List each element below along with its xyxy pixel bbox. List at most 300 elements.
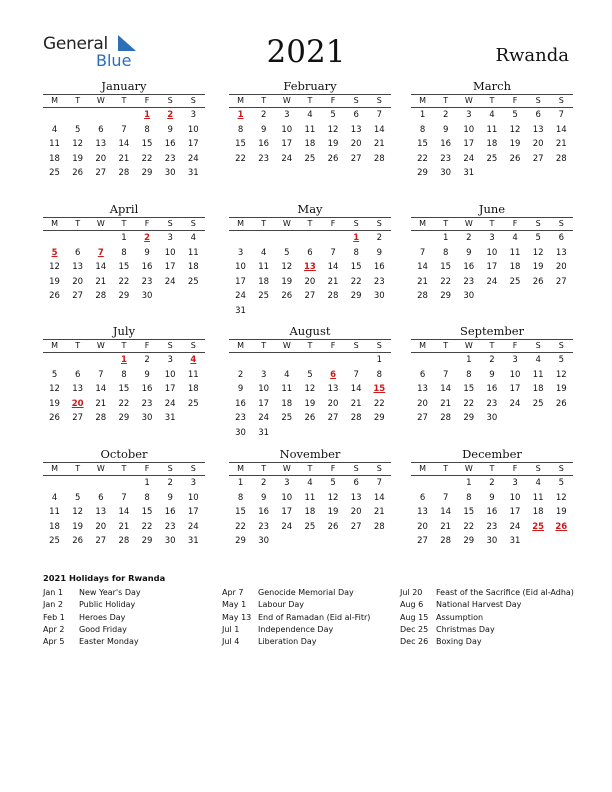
empty-cell — [298, 231, 321, 246]
day-cell: 28 — [373, 153, 385, 164]
holiday-item — [43, 612, 217, 624]
day-cell: 19 — [327, 507, 339, 518]
day-cell: 25 — [187, 276, 199, 287]
weekday-label: T — [75, 341, 81, 350]
holiday-date: Jul 20 — [400, 588, 423, 597]
day-cell: 18 — [49, 153, 60, 164]
day-cell: 3 — [284, 110, 290, 120]
day-cell: 25 — [532, 398, 544, 409]
day-cell: 1 — [419, 110, 426, 120]
weekday-header — [229, 339, 391, 353]
empty-cell — [229, 231, 252, 246]
day-cell: 27 — [95, 536, 107, 547]
holiday-date: Apr 2 — [43, 624, 65, 634]
holiday-date: May 13 — [222, 612, 252, 622]
day-cell: 4 — [260, 247, 267, 258]
day-cell: 19 — [555, 507, 567, 518]
weekday-label: S — [190, 96, 196, 105]
weekday-label: F — [512, 341, 518, 350]
day-cell: 29 — [118, 413, 130, 424]
day-cell: 9 — [466, 247, 472, 258]
weekday-label: T — [443, 464, 449, 473]
day-cell: 16 — [164, 139, 176, 150]
empty-cell — [411, 476, 434, 491]
day-cell: 17 — [509, 384, 521, 395]
day-cell: 21 — [440, 398, 452, 409]
day-cell: 17 — [463, 139, 475, 150]
day-cell: 21 — [95, 276, 107, 287]
day-cell: 24 — [509, 398, 521, 409]
day-cell: 29 — [463, 413, 475, 424]
day-cell: 18 — [187, 262, 199, 273]
day-cell: 14 — [440, 507, 452, 518]
holiday-date: Feb 1 — [43, 612, 65, 622]
day-cell: 5 — [558, 478, 565, 488]
day-cell: 3 — [466, 110, 472, 120]
weekday-label: T — [307, 341, 313, 350]
holiday-name: Assumption — [436, 612, 484, 622]
day-cell: 22 — [118, 276, 130, 287]
day-cell: 7 — [121, 124, 127, 135]
day-cell: 25 — [49, 168, 60, 179]
day-cell: 17 — [187, 139, 199, 150]
day-cell: 8 — [237, 124, 244, 135]
weekday-label: T — [121, 219, 127, 228]
day-cell: 8 — [419, 124, 426, 135]
day-cell: 12 — [72, 507, 84, 518]
holiday-item — [222, 612, 396, 624]
day-cell: 29 — [141, 536, 153, 547]
day-cell: 13 — [350, 124, 362, 135]
day-cell: 15 — [463, 384, 475, 395]
day-cell: 7 — [558, 110, 565, 120]
weekday-label: T — [489, 464, 495, 473]
holiday-item — [43, 587, 217, 599]
day-cell: 10 — [187, 492, 199, 503]
day-cell: 4 — [512, 233, 518, 243]
weekday-label: F — [144, 219, 150, 228]
day-cell: 30 — [258, 536, 270, 547]
day-cell: 27 — [72, 413, 84, 424]
weekday-label: M — [237, 96, 245, 105]
holiday-name: Liberation Day — [258, 637, 317, 647]
holiday-item — [400, 587, 574, 599]
holiday-name: National Harvest Day — [436, 600, 522, 610]
day-cell: 28 — [440, 536, 452, 547]
day-cell: 23 — [463, 276, 475, 287]
day-cell: 21 — [373, 139, 385, 150]
holiday-day-cell: 1 — [237, 110, 244, 120]
day-cell: 6 — [98, 124, 104, 135]
day-cell: 18 — [304, 507, 316, 518]
weekday-header — [43, 339, 205, 353]
month-name: September — [459, 324, 525, 338]
day-cell: 31 — [235, 305, 246, 316]
day-cell: 5 — [74, 124, 81, 135]
weekday-label: S — [353, 464, 359, 473]
day-cell: 3 — [237, 247, 244, 258]
month-name: February — [283, 79, 337, 93]
day-cell: 24 — [486, 276, 498, 287]
month-name: August — [289, 324, 331, 338]
empty-cell — [322, 231, 345, 246]
holiday-date: Dec 26 — [400, 637, 429, 647]
day-cell: 4 — [51, 492, 58, 503]
day-cell: 29 — [118, 291, 130, 302]
holiday-item — [222, 587, 396, 599]
day-cell: 14 — [373, 492, 385, 503]
month-name: December — [462, 447, 522, 461]
day-cell: 5 — [330, 110, 336, 120]
day-cell: 30 — [486, 536, 498, 547]
day-cell: 20 — [417, 398, 428, 409]
day-grid — [43, 353, 205, 426]
weekday-label: W — [96, 341, 105, 350]
country-name: Rwanda — [495, 45, 569, 66]
day-grid — [411, 231, 573, 304]
day-cell: 23 — [486, 398, 498, 409]
day-cell: 1 — [121, 233, 127, 243]
day-cell: 3 — [512, 355, 518, 365]
day-cell: 24 — [509, 521, 521, 532]
day-cell: 13 — [417, 507, 428, 518]
weekday-label: W — [464, 341, 473, 350]
day-cell: 22 — [141, 153, 153, 164]
day-cell: 13 — [555, 247, 567, 258]
day-cell: 9 — [167, 492, 173, 503]
month-name: March — [473, 79, 511, 93]
day-cell: 12 — [327, 492, 339, 503]
day-cell: 23 — [235, 413, 246, 424]
day-cell: 19 — [49, 276, 60, 287]
empty-cell — [434, 476, 457, 491]
holiday-date: Dec 25 — [400, 624, 429, 634]
day-cell: 11 — [532, 492, 544, 503]
day-cell: 7 — [121, 492, 127, 503]
day-cell: 15 — [440, 262, 452, 273]
weekday-label: W — [96, 464, 105, 473]
day-cell: 14 — [95, 384, 107, 395]
holiday-name: Public Holiday — [79, 600, 136, 610]
holiday-name: Heroes Day — [79, 612, 126, 622]
holiday-item — [400, 612, 574, 624]
day-cell: 24 — [164, 276, 176, 287]
weekday-label: S — [558, 219, 564, 228]
day-cell: 20 — [95, 153, 107, 164]
holiday-day-cell: 7 — [97, 247, 104, 258]
day-cell: 30 — [164, 168, 176, 179]
day-cell: 4 — [535, 478, 541, 488]
day-cell: 31 — [187, 536, 199, 547]
day-cell: 20 — [304, 276, 316, 287]
day-cell: 6 — [74, 247, 81, 258]
day-cell: 18 — [532, 384, 544, 395]
day-cell: 15 — [350, 262, 362, 273]
day-cell: 23 — [164, 521, 176, 532]
day-cell: 10 — [187, 124, 199, 135]
day-cell: 26 — [327, 521, 339, 532]
weekday-label: T — [489, 219, 495, 228]
day-cell: 20 — [327, 398, 339, 409]
day-cell: 18 — [486, 139, 498, 150]
holiday-day-cell: 1 — [120, 355, 127, 365]
day-cell: 11 — [509, 247, 521, 258]
month-april — [43, 202, 205, 304]
day-cell: 3 — [260, 369, 267, 380]
day-cell: 22 — [235, 153, 246, 164]
holiday-day-cell: 4 — [190, 355, 197, 365]
day-cell: 17 — [258, 398, 270, 409]
day-cell: 17 — [281, 507, 293, 518]
weekday-label: T — [307, 219, 313, 228]
holiday-date: Apr 5 — [43, 637, 65, 647]
day-cell: 6 — [307, 247, 313, 258]
day-cell: 4 — [489, 110, 495, 120]
month-march — [411, 79, 573, 181]
holiday-day-cell: 1 — [353, 233, 360, 243]
day-cell: 30 — [486, 413, 498, 424]
weekday-header — [43, 94, 205, 108]
day-cell: 17 — [164, 384, 176, 395]
day-cell: 23 — [440, 153, 452, 164]
day-cell: 13 — [72, 262, 84, 273]
weekday-label: W — [282, 219, 291, 228]
holiday-name: Easter Monday — [79, 637, 139, 647]
weekday-label: M — [419, 219, 427, 228]
day-cell: 21 — [350, 398, 362, 409]
holiday-date: Aug 6 — [400, 600, 424, 610]
day-cell: 3 — [167, 355, 173, 365]
day-cell: 24 — [187, 153, 199, 164]
weekday-label: M — [237, 464, 245, 473]
weekday-label: M — [419, 464, 427, 473]
day-cell: 14 — [555, 124, 567, 135]
day-cell: 11 — [49, 139, 60, 150]
weekday-label: F — [330, 219, 336, 228]
weekday-label: T — [121, 96, 127, 105]
weekday-label: M — [237, 341, 245, 350]
day-cell: 26 — [509, 153, 521, 164]
empty-cell — [66, 476, 89, 491]
weekday-label: F — [330, 96, 336, 105]
day-cell: 3 — [489, 233, 495, 243]
day-cell: 17 — [281, 139, 293, 150]
holiday-day-cell: 20 — [71, 398, 84, 409]
day-cell: 21 — [327, 276, 339, 287]
day-cell: 27 — [304, 291, 316, 302]
weekday-label: M — [51, 341, 59, 350]
day-cell: 16 — [373, 262, 385, 273]
weekday-label: S — [376, 96, 382, 105]
weekday-label: T — [121, 341, 127, 350]
day-cell: 31 — [509, 536, 521, 547]
month-january — [43, 79, 205, 181]
day-cell: 13 — [72, 384, 84, 395]
day-cell: 26 — [304, 413, 316, 424]
day-cell: 28 — [350, 413, 362, 424]
day-cell: 8 — [466, 369, 472, 380]
weekday-label: S — [535, 96, 541, 105]
day-grid — [229, 108, 391, 166]
day-cell: 5 — [51, 369, 58, 380]
holiday-day-cell: 15 — [373, 384, 386, 395]
day-cell: 12 — [49, 262, 60, 273]
day-cell: 2 — [167, 478, 173, 488]
weekday-label: S — [167, 341, 173, 350]
day-cell: 3 — [512, 478, 518, 488]
day-cell: 8 — [466, 492, 472, 503]
day-cell: 24 — [258, 413, 270, 424]
day-cell: 16 — [141, 262, 153, 273]
day-cell: 25 — [486, 153, 498, 164]
weekday-label: W — [96, 219, 105, 228]
day-cell: 28 — [95, 291, 107, 302]
holiday-date: Aug 15 — [400, 612, 429, 622]
day-cell: 1 — [376, 355, 383, 365]
day-cell: 8 — [353, 247, 359, 258]
day-cell: 22 — [463, 398, 475, 409]
day-cell: 6 — [353, 110, 359, 120]
holiday-item — [222, 624, 396, 636]
day-cell: 4 — [535, 355, 541, 365]
day-cell: 11 — [49, 507, 60, 518]
day-cell: 27 — [350, 521, 362, 532]
day-cell: 14 — [417, 262, 428, 273]
day-cell: 24 — [235, 291, 246, 302]
day-cell: 2 — [376, 233, 383, 243]
day-cell: 4 — [190, 233, 197, 243]
weekday-label: M — [51, 464, 59, 473]
holiday-date: Jan 2 — [43, 600, 63, 610]
day-cell: 26 — [532, 276, 544, 287]
weekday-label: W — [96, 96, 105, 105]
day-cell: 11 — [187, 369, 199, 380]
empty-cell — [411, 353, 434, 368]
day-cell: 28 — [440, 413, 452, 424]
holiday-day-cell: 6 — [330, 369, 337, 380]
day-cell: 30 — [141, 291, 153, 302]
day-cell: 11 — [187, 247, 199, 258]
month-name: May — [297, 202, 323, 216]
holiday-date: Jan 1 — [43, 588, 63, 597]
weekday-label: S — [190, 219, 196, 228]
day-cell: 5 — [307, 369, 313, 380]
day-cell: 13 — [327, 384, 339, 395]
weekday-label: S — [353, 341, 359, 350]
day-cell: 3 — [167, 233, 173, 243]
day-cell: 10 — [486, 247, 498, 258]
day-cell: 24 — [463, 153, 475, 164]
day-cell: 20 — [350, 507, 362, 518]
day-cell: 2 — [489, 478, 495, 488]
holiday-day-cell: 26 — [555, 521, 568, 532]
day-cell: 23 — [258, 521, 270, 532]
holiday-day-cell: 13 — [304, 262, 316, 273]
weekday-label: S — [167, 219, 173, 228]
day-cell: 6 — [558, 233, 565, 243]
weekday-header — [229, 217, 391, 231]
weekday-header — [43, 462, 205, 476]
weekday-label: M — [419, 341, 427, 350]
weekday-label: T — [121, 464, 127, 473]
weekday-label: T — [261, 219, 267, 228]
day-cell: 27 — [327, 413, 339, 424]
day-cell: 3 — [190, 110, 197, 120]
day-cell: 9 — [260, 492, 267, 503]
empty-cell — [66, 353, 89, 368]
day-cell: 16 — [164, 507, 176, 518]
day-cell: 28 — [95, 413, 107, 424]
day-grid — [411, 108, 573, 181]
weekday-label: S — [558, 464, 564, 473]
day-cell: 12 — [72, 139, 84, 150]
day-cell: 28 — [373, 521, 385, 532]
day-cell: 24 — [187, 521, 199, 532]
weekday-label: S — [167, 96, 173, 105]
day-cell: 14 — [373, 124, 385, 135]
day-cell: 14 — [327, 262, 339, 273]
day-cell: 10 — [235, 262, 246, 273]
day-cell: 24 — [164, 398, 176, 409]
day-cell: 26 — [327, 153, 339, 164]
month-august — [229, 324, 391, 441]
day-cell: 18 — [532, 507, 544, 518]
day-cell: 7 — [442, 369, 449, 380]
day-cell: 12 — [281, 262, 293, 273]
day-cell: 26 — [49, 413, 60, 424]
day-cell: 28 — [118, 168, 130, 179]
day-grid — [43, 108, 205, 181]
holiday-item — [43, 599, 217, 611]
holiday-date: Jul 4 — [222, 637, 240, 647]
day-grid — [43, 476, 205, 549]
day-cell: 18 — [281, 398, 293, 409]
weekday-label: S — [535, 464, 541, 473]
day-cell: 22 — [118, 398, 130, 409]
weekday-label: T — [75, 464, 81, 473]
empty-cell — [89, 353, 112, 368]
day-cell: 20 — [350, 139, 362, 150]
day-cell: 30 — [373, 291, 385, 302]
weekday-label: W — [282, 96, 291, 105]
day-cell: 22 — [350, 276, 362, 287]
day-cell: 13 — [417, 384, 428, 395]
day-cell: 12 — [555, 492, 567, 503]
day-cell: 14 — [440, 384, 452, 395]
holiday-item — [400, 636, 574, 648]
day-cell: 27 — [95, 168, 107, 179]
day-cell: 11 — [304, 492, 316, 503]
weekday-label: S — [353, 96, 359, 105]
empty-cell — [112, 476, 135, 491]
day-cell: 8 — [376, 369, 383, 380]
empty-cell — [275, 353, 298, 368]
weekday-label: M — [419, 96, 427, 105]
month-november — [229, 447, 391, 549]
holiday-item — [400, 599, 574, 611]
holiday-item — [43, 624, 217, 636]
empty-cell — [66, 108, 89, 123]
day-cell: 5 — [330, 478, 336, 488]
holiday-column — [400, 587, 574, 648]
day-cell: 25 — [49, 536, 60, 547]
empty-cell — [322, 353, 345, 368]
weekday-label: W — [282, 341, 291, 350]
day-cell: 11 — [258, 262, 270, 273]
empty-cell — [112, 108, 135, 123]
day-grid — [411, 476, 573, 549]
day-cell: 31 — [187, 168, 199, 179]
